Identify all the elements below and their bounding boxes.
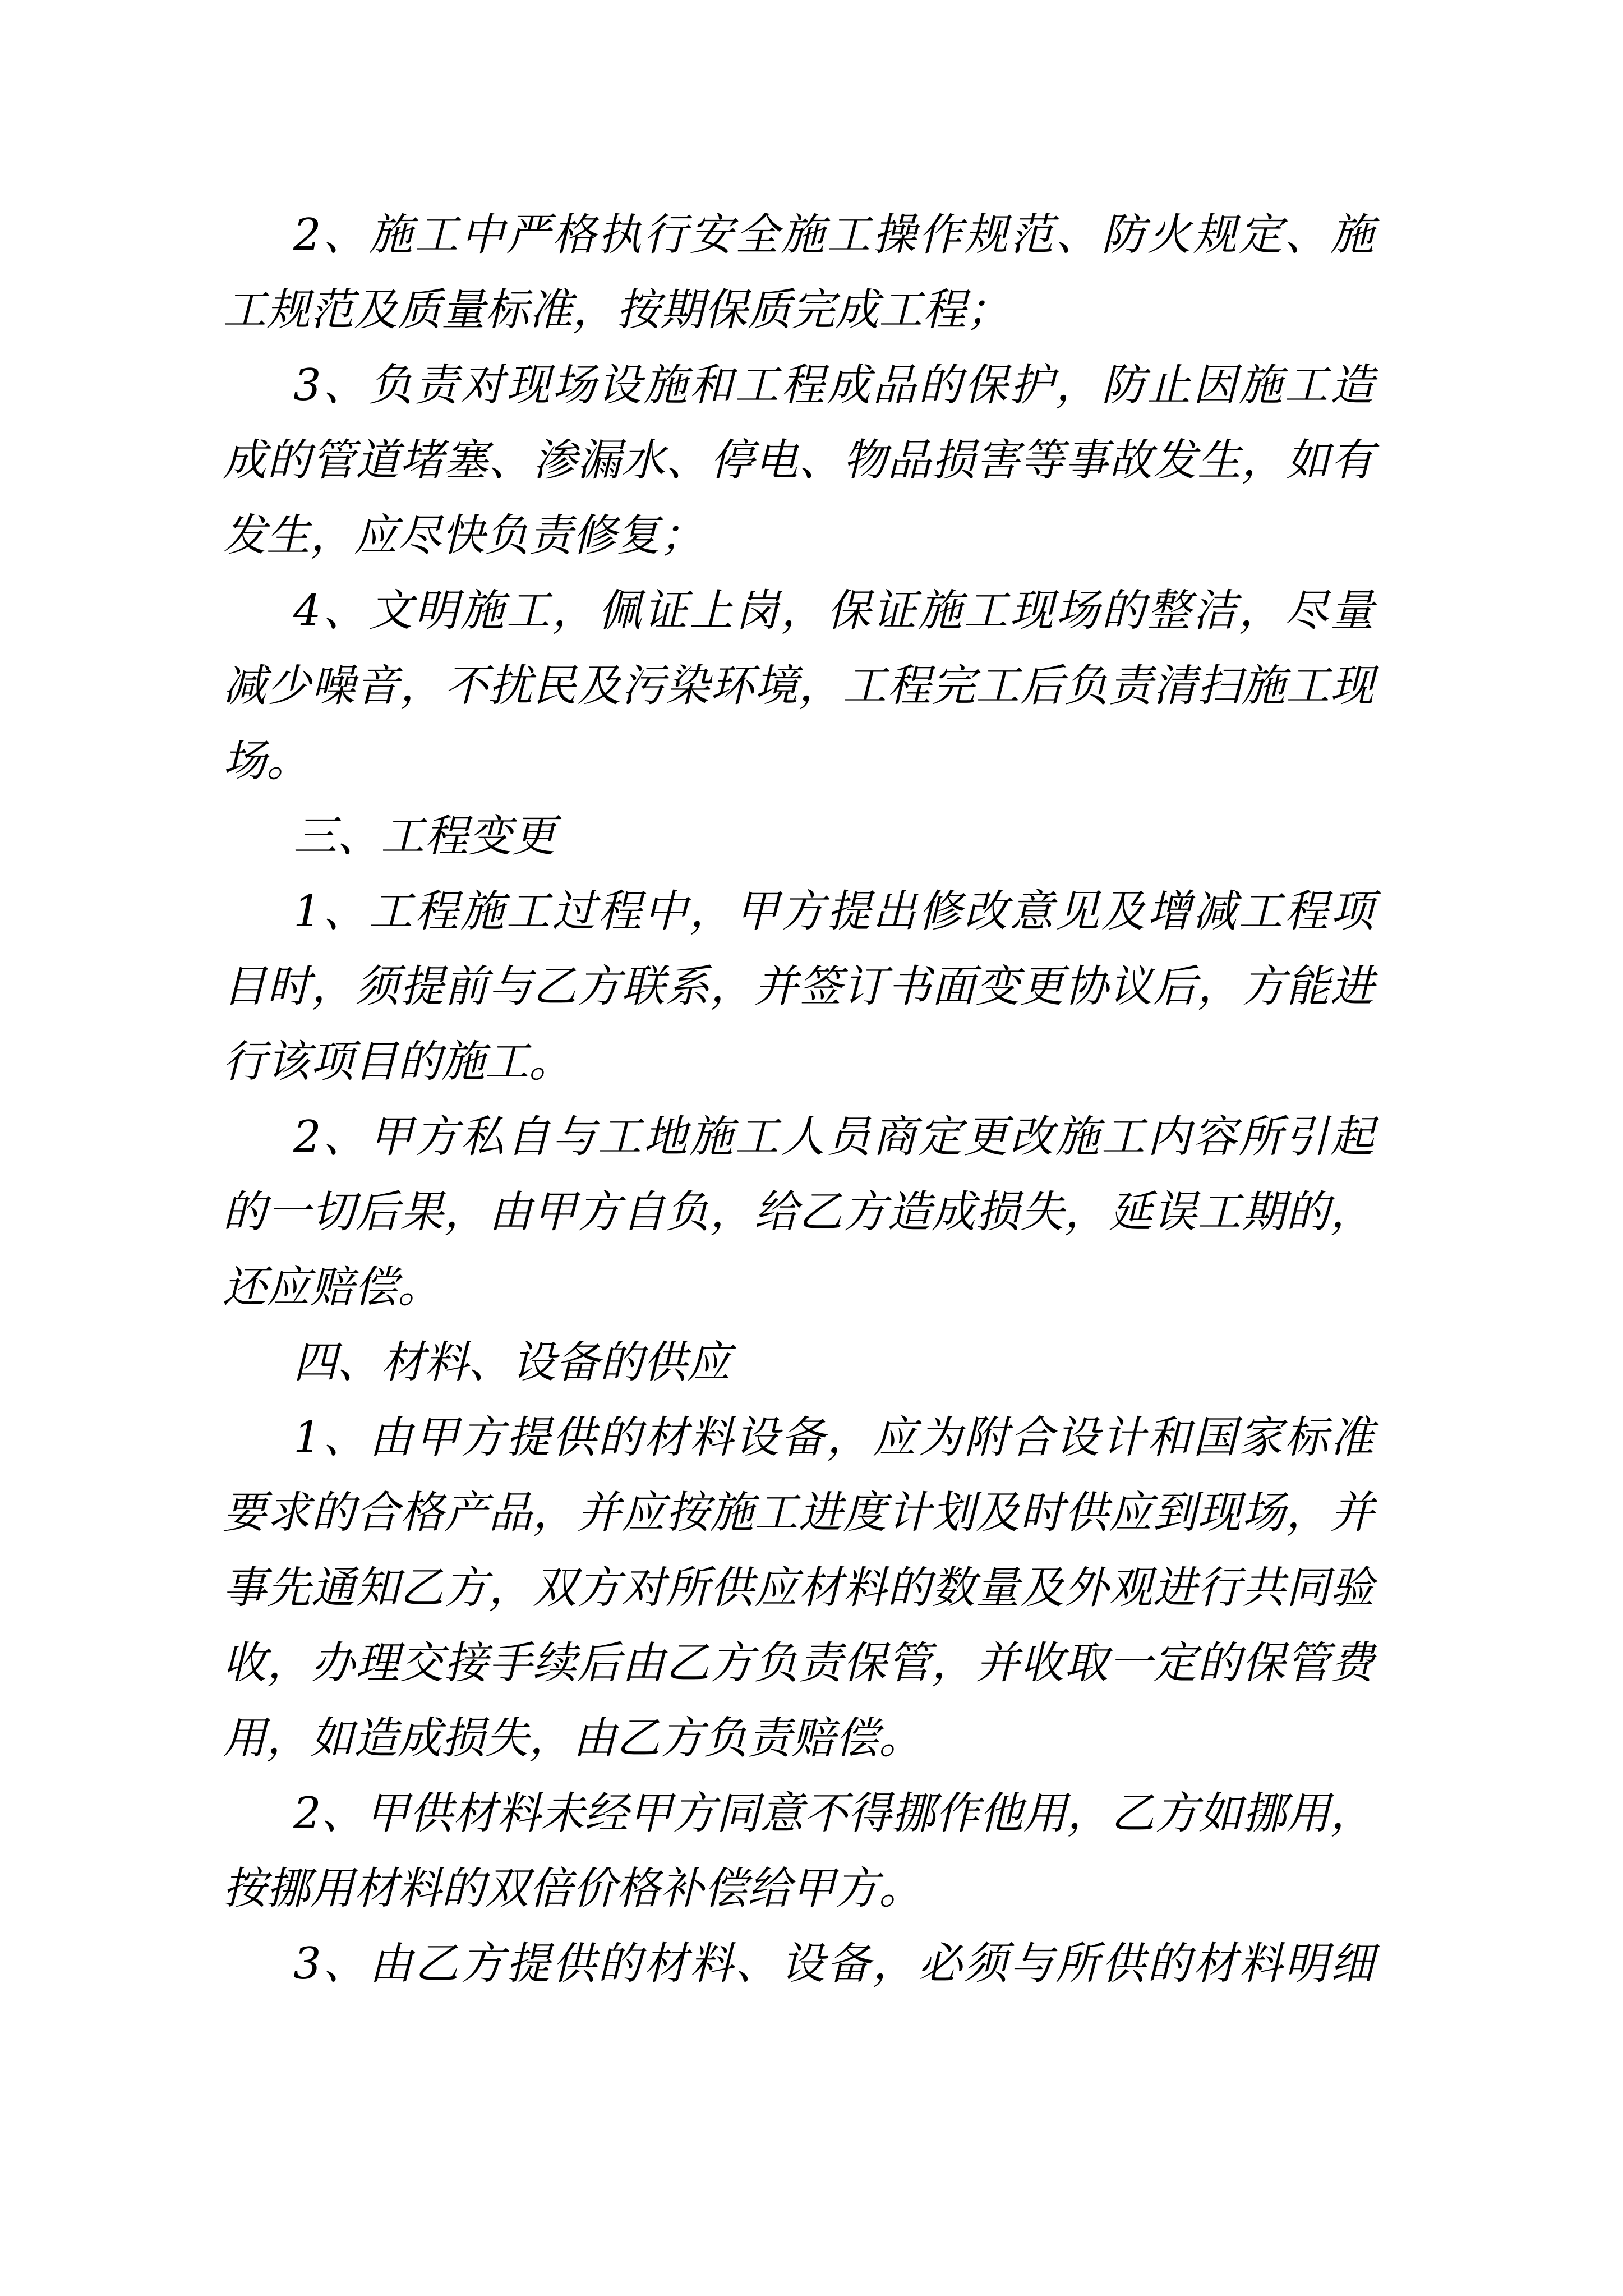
contract-clause <box>223 1400 1374 1776</box>
contract-clause <box>223 348 1374 573</box>
text-line: 2、施工中严格执行安全施工操作规范、防火规定、施 <box>293 210 1374 260</box>
text-line: 减少噪音，不扰民及污染环境，工程完工后负责清扫施工现 <box>223 661 1374 711</box>
text-line: 事先通知乙方，双方对所供应材料的数量及外观进行共同验 <box>223 1563 1374 1613</box>
contract-clause <box>223 197 1374 348</box>
text-line: 3、由乙方提供的材料、设备，必须与所供的材料明细 <box>293 1939 1374 1989</box>
text-line: 按挪用材料的双倍价格补偿给甲方。 <box>223 1864 923 1914</box>
contract-clause <box>223 874 1374 1099</box>
text-line: 行该项目的施工。 <box>223 1037 573 1087</box>
text-line: 的一切后果，由甲方自负，给乙方造成损失，延误工期的， <box>223 1187 1374 1237</box>
text-line: 3、负责对现场设施和工程成品的保护，防止因施工造 <box>293 360 1374 411</box>
text-line: 4、文明施工，佩证上岗，保证施工现场的整洁，尽量 <box>293 586 1374 636</box>
contract-clause <box>223 1099 1374 1325</box>
text-line: 工规范及质量标准，按期保质完成工程； <box>223 285 1011 335</box>
text-line: 还应赔偿。 <box>223 1262 442 1313</box>
contract-clause <box>223 573 1374 799</box>
text-line: 三、工程变更 <box>293 811 556 862</box>
text-line: 1、工程施工过程中，甲方提出修改意见及增减工程项 <box>293 886 1374 937</box>
text-line: 成的管道堵塞、渗漏水、停电、物品损害等事故发生，如有 <box>223 435 1374 486</box>
section-heading <box>223 1325 1374 1400</box>
section-heading <box>223 799 1374 874</box>
text-line: 要求的合格产品，并应按施工进度计划及时供应到现场，并 <box>223 1488 1374 1538</box>
contract-clause <box>223 1926 1374 2001</box>
text-line: 2、甲方私自与工地施工人员商定更改施工内容所引起 <box>293 1112 1374 1162</box>
text-line: 收，办理交接手续后由乙方负责保管，并收取一定的保管费 <box>223 1638 1374 1688</box>
text-line: 用，如造成损失，由乙方负责赔偿。 <box>223 1713 923 1764</box>
text-line: 目时，须提前与乙方联系，并签订书面变更协议后，方能进 <box>223 961 1374 1012</box>
text-line: 发生，应尽快负责修复； <box>223 510 704 561</box>
text-line: 2、甲供材料未经甲方同意不得挪作他用，乙方如挪用， <box>293 1788 1374 1839</box>
contract-clause <box>223 1776 1374 1926</box>
document-body <box>223 197 1374 2001</box>
text-line: 四、材料、设备的供应 <box>293 1337 731 1388</box>
text-line: 1、由甲方提供的材料设备，应为附合设计和国家标准 <box>293 1412 1374 1463</box>
text-line: 场。 <box>223 736 311 786</box>
